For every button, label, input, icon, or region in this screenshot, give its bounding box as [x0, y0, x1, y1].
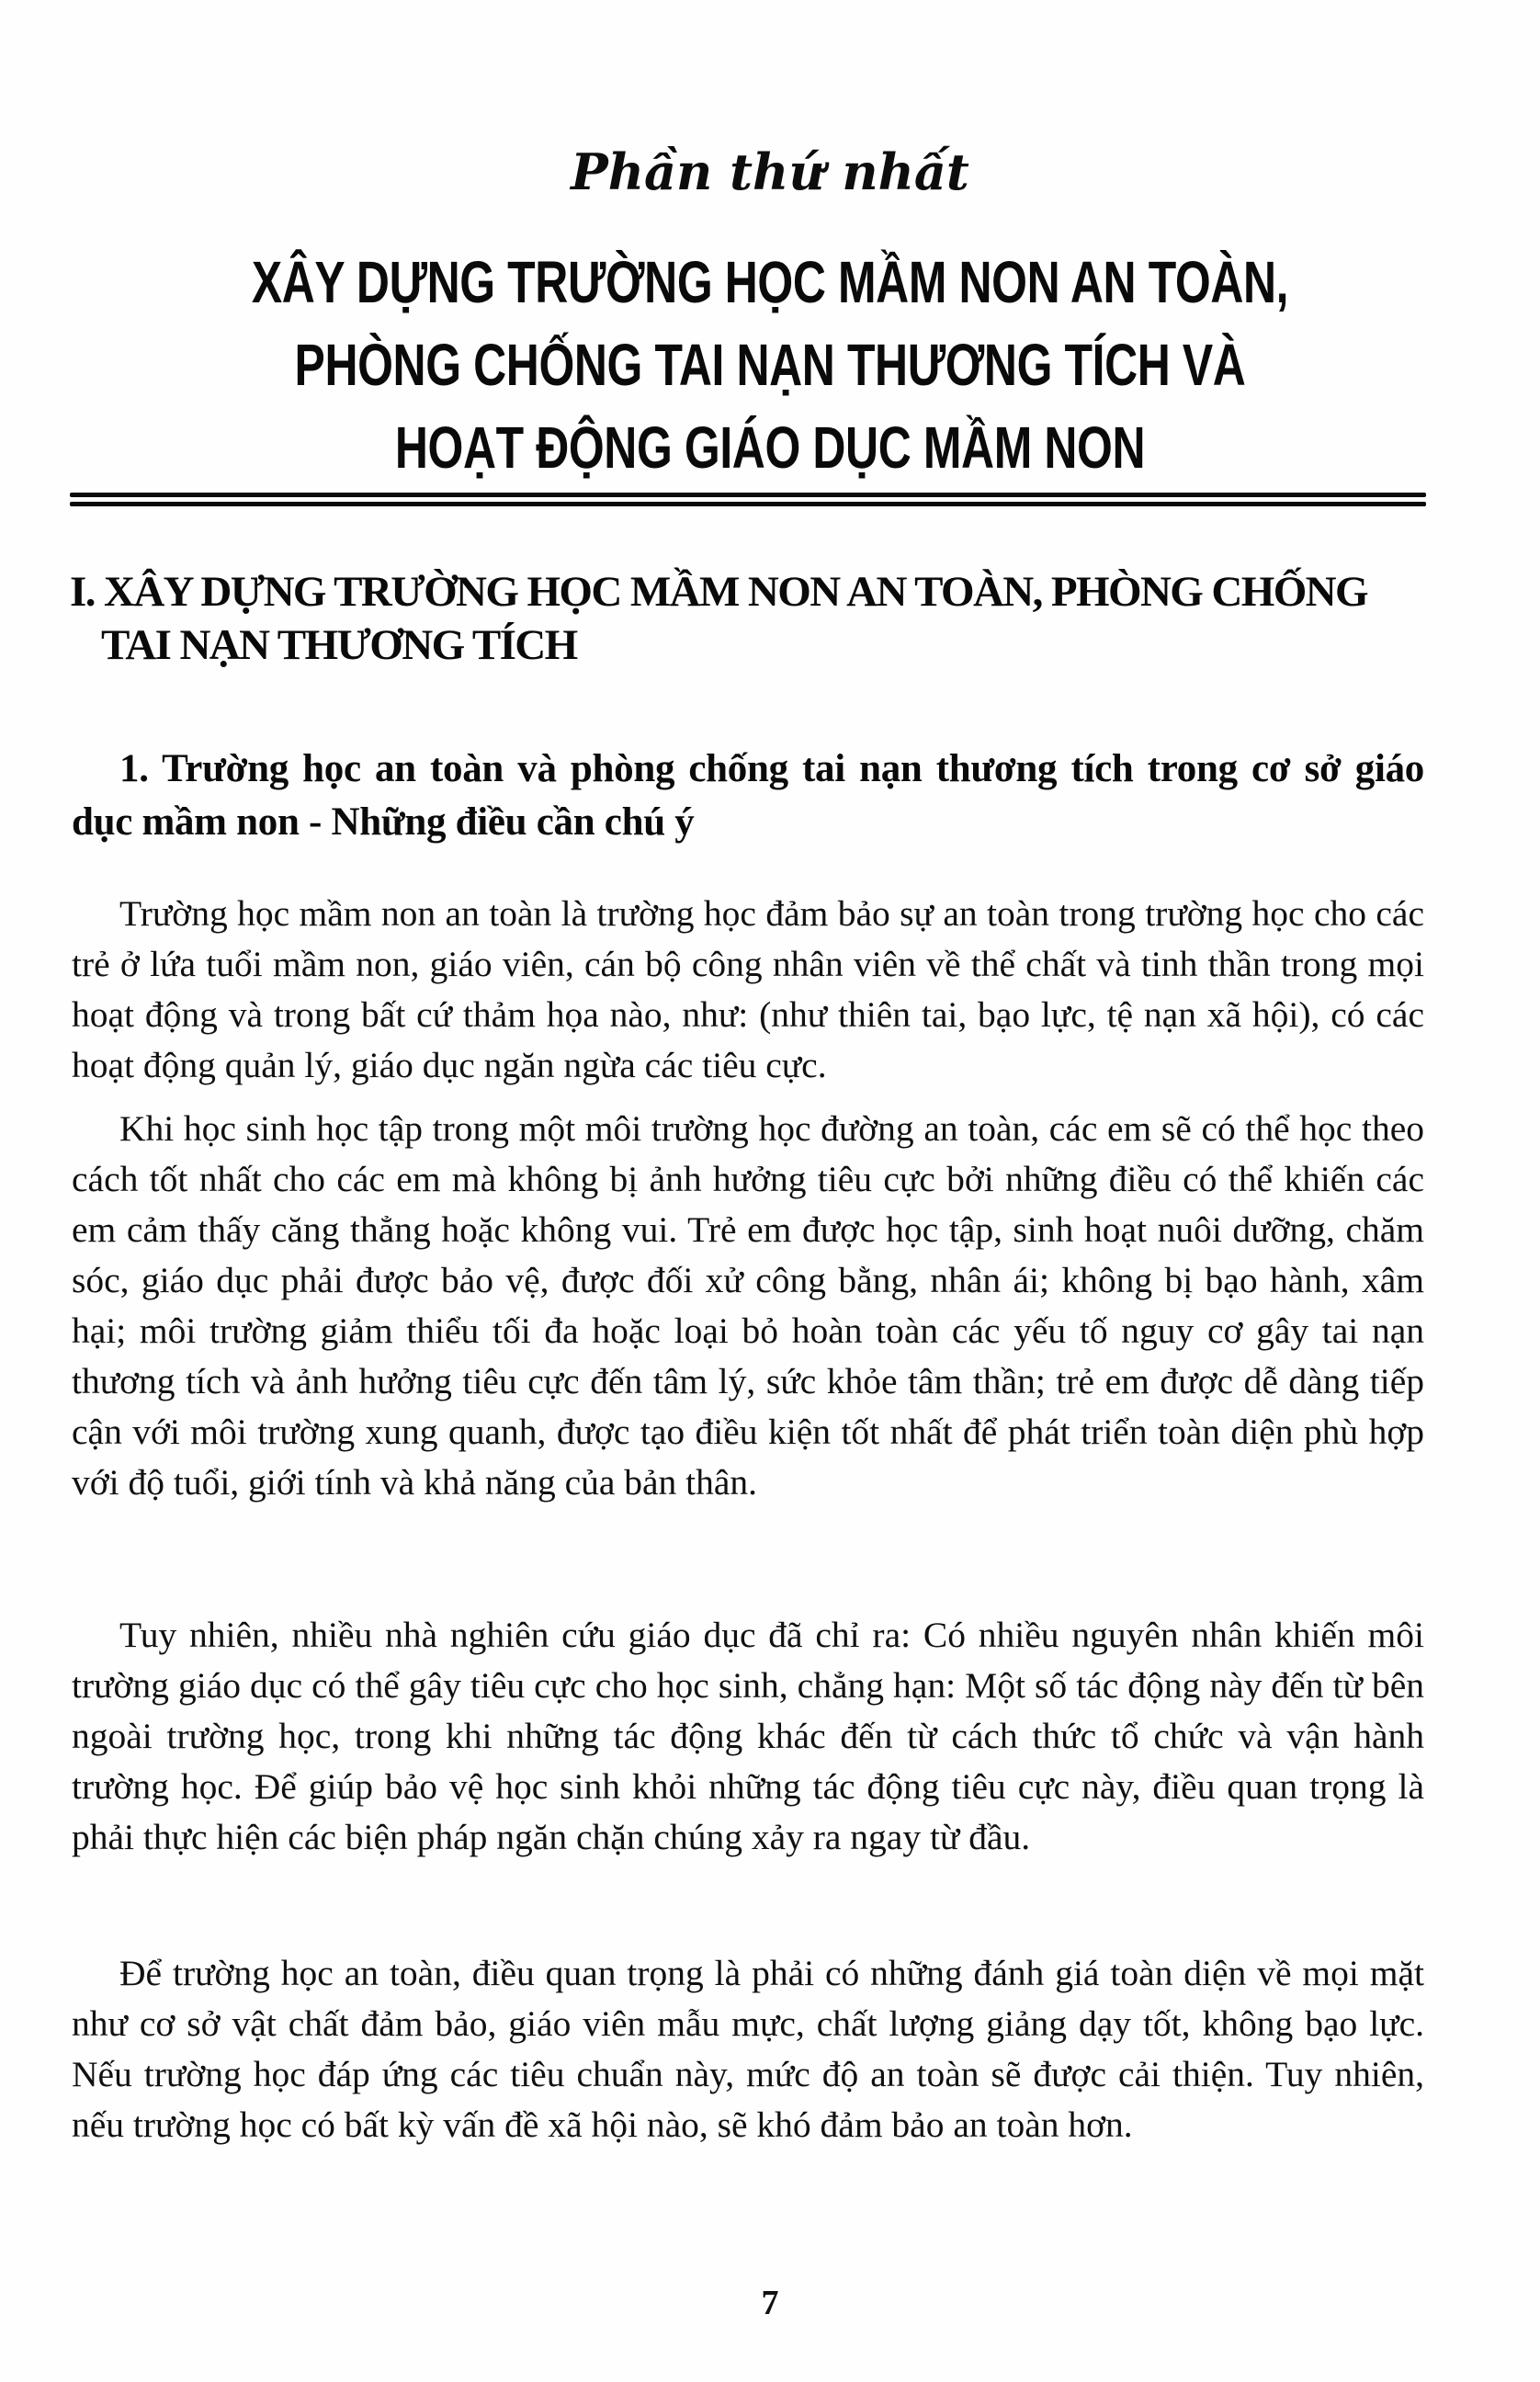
double-rule-divider — [70, 491, 1426, 509]
section-heading-line: I. XÂY DỰNG TRƯỜNG HỌC MẦM NON AN TOÀN, PHÒNG CHỐNG — [70, 568, 1367, 616]
rule-line-top — [70, 493, 1426, 497]
body-paragraph: Trường học mầm non an toàn là trường học đảm bảo sự an toàn trong trường học cho các trẻ ở lứa tuổi mầm non, giáo viên, cán bộ công nhân viên về thể chất và tinh thần trong mọi hoạt động và trong bất cứ thảm họa nào, như: (như thiên tai, bạo lực, tệ nạn xã hội), có các hoạt động quản lý, giáo dục ngăn ngừa các tiêu cực. — [72, 893, 1424, 1085]
part-title-line: XÂY DỰNG TRƯỜNG HỌC MẦM NON AN TOÀN, — [251, 249, 1289, 315]
subsection-heading: 1. Trường học an toàn và phòng chống tai nạn thương tích trong cơ sở giáo dục mầm non - Những điều cần chú ý — [72, 747, 1424, 844]
part-title — [169, 241, 1370, 489]
part-label: Phần thứ nhất — [571, 142, 969, 201]
rule-line-bottom — [70, 502, 1426, 506]
body-paragraph: Khi học sinh học tập trong một môi trường học đường an toàn, các em sẽ có thể học theo cách tốt nhất cho các em mà không bị ảnh hưởng tiêu cực bởi những điều có thể khiến các em cảm thấy căng thẳng hoặc không vui. Trẻ em được học tập, sinh hoạt nuôi dưỡng, chăm sóc, giáo dục phải được bảo vệ, được đối xử công bằng, nhân ái; không bị bạo hành, xâm hại; môi trường giảm thiểu tối đa hoặc loại bỏ hoàn toàn các yếu tố nguy cơ gây tai nạn thương tích và ảnh hưởng tiêu cực đến tâm lý, sức khỏe tâm thần; trẻ em được dễ dàng tiếp cận với môi trường xung quanh, được tạo điều kiện tốt nhất để phát triển toàn diện phù hợp với độ tuổi, giới tính và khả năng của bản thân. — [72, 1108, 1424, 1503]
section-heading-line: TAI NẠN THƯƠNG TÍCH — [101, 621, 577, 669]
body-paragraph: Tuy nhiên, nhiều nhà nghiên cứu giáo dục đã chỉ ra: Có nhiều nguyên nhân khiến môi trường giáo dục có thể gây tiêu cực cho học sinh, chẳng hạn: Một số tác động này đến từ bên ngoài trường học, trong khi những tác động khác đến từ cách thức tổ chức và vận hành trường học. Để giúp bảo vệ học sinh khỏi những tác động tiêu cực này, điều quan trọng là phải thực hiện các biện pháp ngăn chặn chúng xảy ra ngay từ đầu. — [72, 1615, 1424, 1857]
part-title-line: HOẠT ĐỘNG GIÁO DỤC MẦM NON — [394, 414, 1146, 481]
part-title-line: PHÒNG CHỐNG TAI NẠN THƯƠNG TÍCH VÀ — [294, 332, 1246, 398]
section-heading — [70, 565, 1426, 672]
page-number: 7 — [761, 2284, 779, 2322]
body-paragraph: Để trường học an toàn, điều quan trọng là phải có những đánh giá toàn diện về mọi mặt như cơ sở vật chất đảm bảo, giáo viên mẫu mực, chất lượng giảng dạy tốt, không bạo lực. Nếu trường học đáp ứng các tiêu chuẩn này, mức độ an toàn sẽ được cải thiện. Tuy nhiên, nếu trường học có bất kỳ vấn đề xã hội nào, sẽ khó đảm bảo an toàn hơn. — [72, 1953, 1424, 2145]
